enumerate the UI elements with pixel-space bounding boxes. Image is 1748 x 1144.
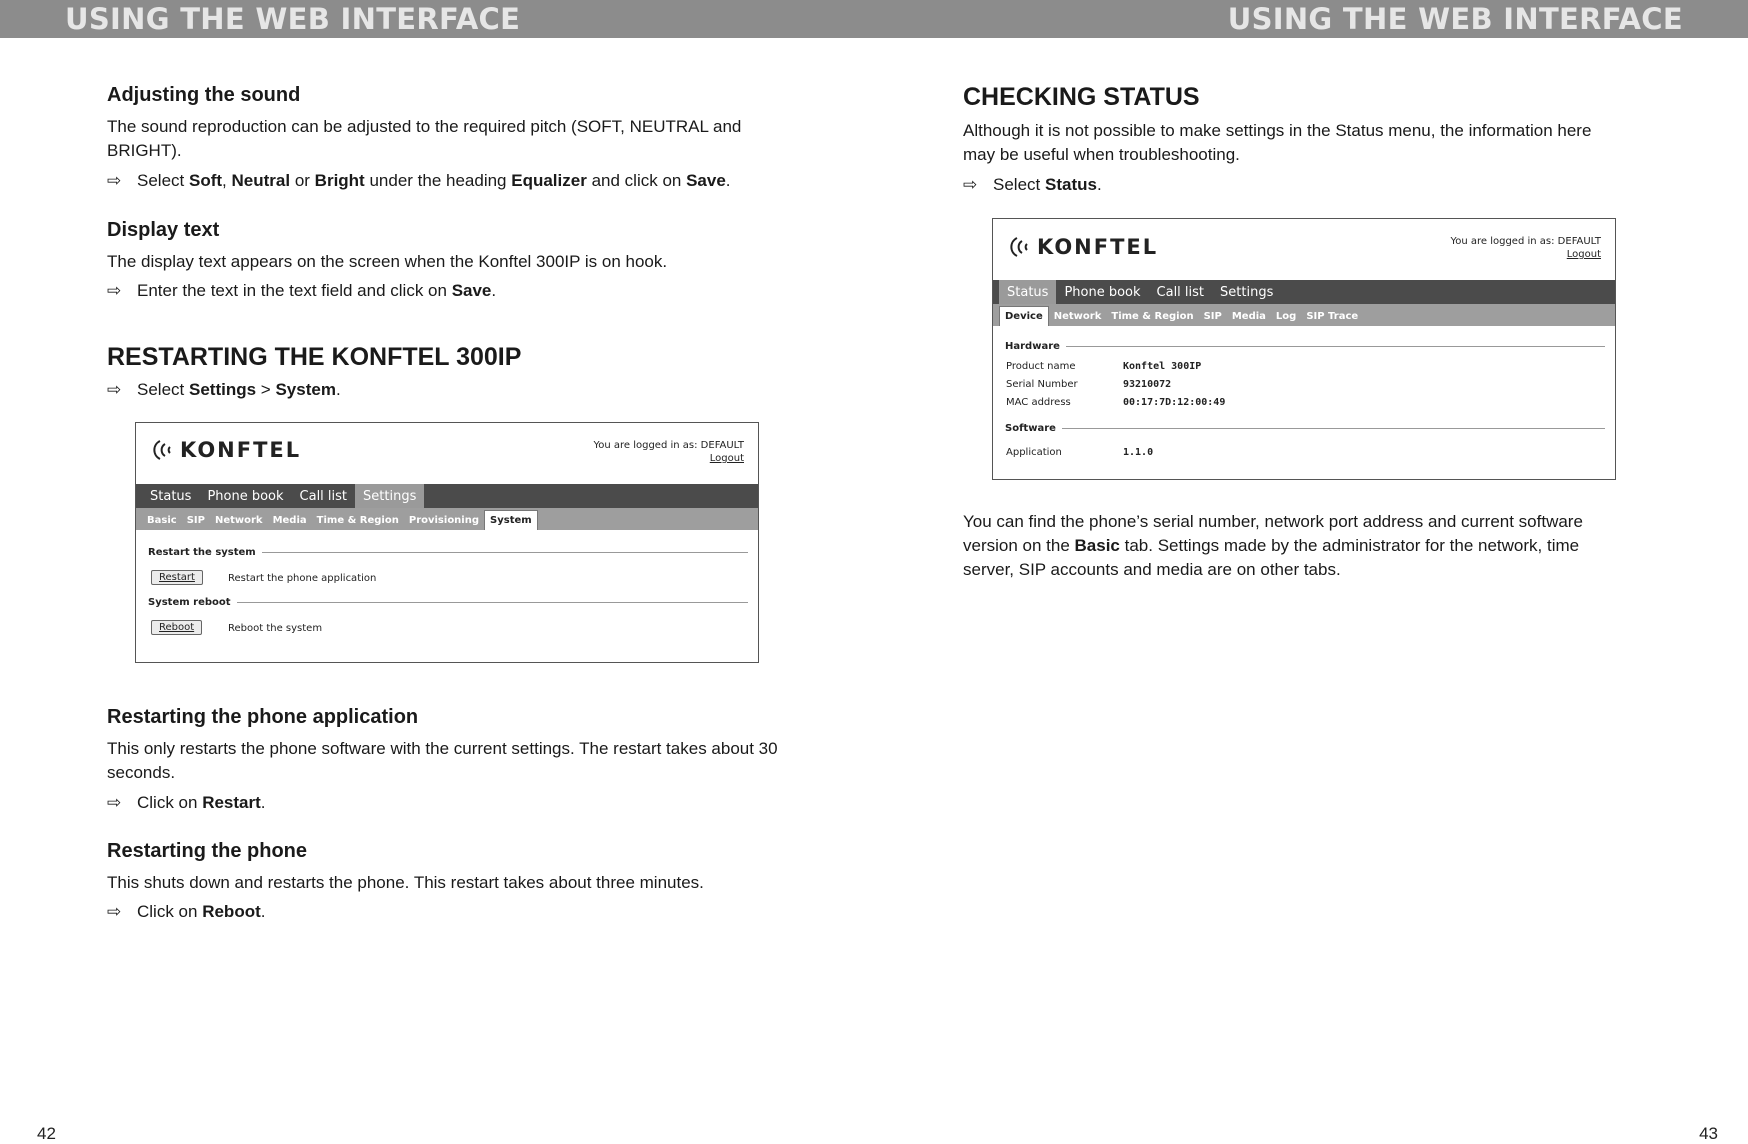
restart-phone-heading: Restarting the phone bbox=[107, 840, 308, 862]
nav-call-list[interactable]: Call list bbox=[299, 488, 348, 504]
sub-nav bbox=[136, 508, 758, 530]
subnav-provisioning[interactable]: Provisioning bbox=[408, 515, 480, 526]
restart-app-body: This only restarts the phone software with the current settings. The restart takes about 30 seconds. bbox=[107, 739, 778, 782]
arrow-icon: ⇨ bbox=[107, 171, 122, 190]
display-text-step: ⇨ Enter the text in the text field and click on Save. bbox=[107, 279, 496, 303]
restart-description: Restart the phone application bbox=[228, 573, 377, 584]
subnav-media[interactable]: Media bbox=[1231, 311, 1266, 322]
arrow-icon: ⇨ bbox=[963, 175, 978, 194]
restart-app-heading: Restarting the phone application bbox=[107, 706, 419, 728]
checking-status-heading: CHECKING STATUS bbox=[963, 83, 1200, 111]
restart-phone-body: This shuts down and restarts the phone. This restart takes about three minutes. bbox=[107, 873, 704, 892]
checking-status-body: Although it is not possible to make settings in the Status menu, the information here may be useful when troubleshooting. bbox=[963, 121, 1592, 164]
application-label: Application bbox=[1006, 447, 1062, 458]
application-value: 1.1.0 bbox=[1123, 447, 1154, 458]
subnav-log[interactable]: Log bbox=[1275, 311, 1297, 322]
right-page-title: USING THE WEB INTERFACE bbox=[1227, 2, 1683, 36]
nav-settings[interactable]: Settings bbox=[355, 484, 424, 508]
restart-step: ⇨ Select Settings > System. bbox=[107, 378, 341, 402]
logout-link[interactable]: Logout bbox=[1566, 249, 1601, 260]
left-page-title: USING THE WEB INTERFACE bbox=[65, 2, 521, 36]
main-nav bbox=[136, 484, 758, 508]
arrow-icon: ⇨ bbox=[107, 281, 122, 300]
arrow-icon: ⇨ bbox=[107, 380, 122, 399]
serial-number-label: Serial Number bbox=[1006, 379, 1078, 390]
reboot-description: Reboot the system bbox=[228, 623, 323, 634]
status-screenshot bbox=[992, 218, 1616, 480]
subnav-network[interactable]: Network bbox=[214, 515, 263, 526]
restart-heading: RESTARTING THE KONFTEL 300IP bbox=[107, 343, 522, 371]
subnav-network[interactable]: Network bbox=[1053, 311, 1102, 322]
arrow-icon: ⇨ bbox=[107, 902, 122, 921]
mac-address-label: MAC address bbox=[1006, 397, 1071, 408]
login-info bbox=[1450, 235, 1601, 261]
subnav-sip[interactable]: SIP bbox=[186, 515, 205, 526]
status-description: You can find the phone’s serial number, network port address and current software version on the Basic tab. Settings made by the administrator for the network, time server, SIP accounts and media are on other tabs. bbox=[963, 512, 1583, 579]
subnav-sip-trace[interactable]: SIP Trace bbox=[1306, 311, 1359, 322]
reboot-section-title: System reboot bbox=[148, 597, 748, 608]
adjust-sound-heading: Adjusting the sound bbox=[107, 84, 301, 106]
system-settings-screenshot bbox=[135, 422, 759, 663]
restart-button[interactable]: Restart bbox=[151, 570, 203, 585]
subnav-device[interactable]: Device bbox=[999, 306, 1049, 326]
product-name-label: Product name bbox=[1006, 361, 1076, 372]
display-text-body: The display text appears on the screen when the Konftel 300IP is on hook. bbox=[107, 252, 668, 271]
right-page-number: 43 bbox=[1699, 1124, 1718, 1143]
main-nav bbox=[993, 280, 1615, 304]
subnav-system[interactable]: System bbox=[484, 510, 538, 530]
reboot-button[interactable]: Reboot bbox=[151, 620, 202, 635]
logged-in-text: You are logged in as: DEFAULT bbox=[1450, 236, 1601, 247]
checking-status-step: ⇨ Select Status. bbox=[963, 173, 1102, 197]
login-info bbox=[593, 439, 744, 465]
konftel-logo bbox=[151, 437, 301, 463]
nav-call-list[interactable]: Call list bbox=[1156, 284, 1205, 300]
subnav-basic[interactable]: Basic bbox=[147, 515, 177, 526]
page-header-bar bbox=[0, 0, 1748, 38]
konftel-logo-icon bbox=[1008, 234, 1034, 260]
restart-section-title: Restart the system bbox=[148, 547, 748, 558]
sub-nav bbox=[993, 304, 1615, 326]
konftel-logo bbox=[1008, 234, 1158, 260]
arrow-icon: ⇨ bbox=[107, 793, 122, 812]
nav-settings[interactable]: Settings bbox=[1220, 284, 1274, 300]
subnav-media[interactable]: Media bbox=[272, 515, 307, 526]
subnav-sip[interactable]: SIP bbox=[1203, 311, 1222, 322]
logo-text: KONFTEL bbox=[1037, 235, 1159, 259]
nav-phone-book[interactable]: Phone book bbox=[207, 488, 284, 504]
nav-status[interactable]: Status bbox=[150, 488, 192, 504]
subnav-time-region[interactable]: Time & Region bbox=[316, 515, 399, 526]
logo-text: KONFTEL bbox=[180, 438, 302, 462]
display-text-heading: Display text bbox=[107, 219, 220, 241]
nav-phone-book[interactable]: Phone book bbox=[1064, 284, 1141, 300]
restart-phone-step: ⇨ Click on Reboot. bbox=[107, 900, 265, 924]
subnav-time-region[interactable]: Time & Region bbox=[1111, 311, 1194, 322]
adjust-sound-step: ⇨ Select Soft, Neutral or Bright under the heading Equalizer and click on Save. bbox=[107, 169, 731, 193]
mac-address-value: 00:17:7D:12:00:49 bbox=[1123, 397, 1226, 408]
left-page-number: 42 bbox=[37, 1124, 56, 1143]
restart-app-step: ⇨ Click on Restart. bbox=[107, 791, 266, 815]
serial-number-value: 93210072 bbox=[1123, 379, 1172, 390]
hardware-section-title: Hardware bbox=[1005, 341, 1605, 352]
konftel-logo-icon bbox=[151, 437, 177, 463]
nav-status[interactable]: Status bbox=[999, 280, 1056, 304]
software-section-title: Software bbox=[1005, 423, 1605, 434]
product-name-value: Konftel 300IP bbox=[1123, 361, 1202, 372]
adjust-sound-body: The sound reproduction can be adjusted to the required pitch (SOFT, NEUTRAL and BRIGHT). bbox=[107, 117, 742, 160]
logged-in-text: You are logged in as: DEFAULT bbox=[593, 440, 744, 451]
logout-link[interactable]: Logout bbox=[709, 453, 744, 464]
